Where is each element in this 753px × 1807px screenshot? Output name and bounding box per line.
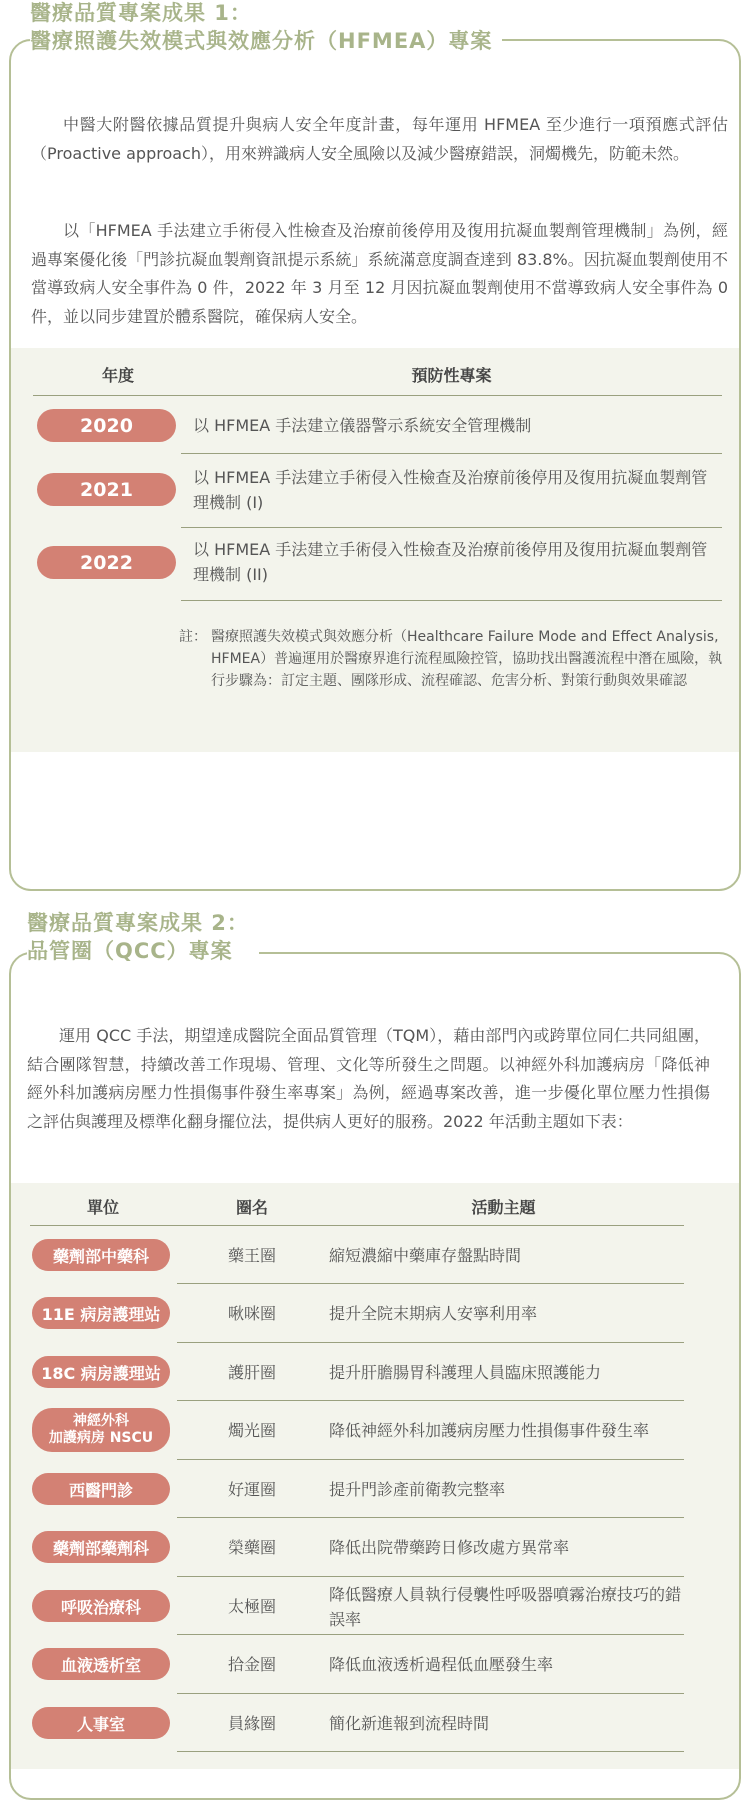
table2-circle-cell: 榮藥圈 <box>227 1538 276 1557</box>
table1-project-cell: 以 HFMEA 手法建立儀器警示系統安全管理機制 <box>193 416 532 435</box>
table2-unit-pill: 呼吸治療科 <box>32 1590 170 1622</box>
table2-row-rule <box>177 1517 684 1518</box>
table1-row-rule <box>181 453 722 454</box>
table2-unit-pill: 藥劑部藥劑科 <box>32 1531 170 1563</box>
table1-header-year: 年度 <box>101 366 134 385</box>
table2-unit-pill: 18C 病房護理站 <box>32 1356 170 1388</box>
section1-title-line2: 醫療照護失效模式與效應分析（HFMEA）專案 <box>30 29 493 53</box>
table1-row-rule <box>181 600 722 601</box>
table1-year-pill: 2020 <box>37 409 176 442</box>
table2-row-rule <box>177 1576 684 1577</box>
table2-unit-pill: 11E 病房護理站 <box>32 1297 170 1329</box>
table2-row-rule <box>177 1342 684 1343</box>
table2-row-rule <box>177 1634 684 1635</box>
table1-project-cell: 以 HFMEA 手法建立手術侵入性檢查及治療前後停用及復用抗凝血製劑管理機制 (I) <box>193 468 708 512</box>
table1-project-cell: 以 HFMEA 手法建立手術侵入性檢查及治療前後停用及復用抗凝血製劑管理機制 (II) <box>193 540 708 584</box>
table2-row-rule <box>177 1400 684 1401</box>
table2-header-topic: 活動主題 <box>471 1198 536 1217</box>
table2-circle-cell: 護肝圈 <box>227 1363 276 1382</box>
table2-topic-cell: 降低出院帶藥跨日修改處方異常率 <box>329 1538 570 1557</box>
table2-unit-pill: 藥劑部中藥科 <box>32 1239 170 1271</box>
section2-table-panel <box>11 1183 739 1769</box>
table2-circle-cell: 啾咪圈 <box>227 1304 276 1323</box>
table2-row-rule <box>177 1283 684 1284</box>
table2-unit-pill: 西醫門診 <box>32 1473 170 1505</box>
table2-header-circle: 圈名 <box>235 1198 268 1217</box>
section2-title <box>27 909 259 965</box>
table1-header-rule <box>33 395 722 396</box>
section1-title <box>30 0 502 55</box>
table2-header-rule <box>30 1225 684 1226</box>
table2-circle-cell: 員緣圈 <box>227 1714 276 1733</box>
section1-paragraph2: 以「HFMEA 手法建立手術侵入性檢查及治療前後停用及復用抗凝血製劑管理機制」為例，經過專案優化後「門診抗凝血製劑資訊提示系統」系統滿意度調查達到 83.8%。因抗凝血製劑使用不當導致病人安全事件為 0 件，2022 年 3 月至 12 月因抗凝血製劑使用不當導致病人安全事件為 0 件，並以同步建置於體系醫院，確保病人安全。 <box>31 221 728 326</box>
table2-topic-cell: 降低血液透析過程低血壓發生率 <box>329 1655 554 1674</box>
note-label: 註： <box>179 629 207 645</box>
unit-line1: 神經外科 <box>73 1413 129 1429</box>
table2-unit-pill: 人事室 <box>32 1707 170 1739</box>
table2-topic-cell: 降低醫療人員執行侵襲性呼吸器噴霧治療技巧的錯誤率 <box>329 1585 682 1629</box>
table2-topic-cell: 提升全院末期病人安寧利用率 <box>329 1304 538 1323</box>
table2-circle-cell: 拾金圈 <box>227 1655 276 1674</box>
table2-unit-pill: 血液透析室 <box>32 1648 170 1680</box>
note-text: 醫療照護失效模式與效應分析（Healthcare Failure Mode and Effect Analysis, HFMEA）普遍運用於醫療界進行流程風險控管，協助找出醫護流程中潛在風險，執行步驟為：訂定主題、團隊形成、流程確認、危害分析、對策行動與效果確認 <box>211 629 723 689</box>
unit-line2: 加護病房 NSCU <box>48 1430 154 1446</box>
table2-row-rule <box>177 1459 684 1460</box>
table2-topic-cell: 縮短濃縮中藥庫存盤點時間 <box>329 1246 522 1265</box>
section2-paragraph1: 運用 QCC 手法，期望達成醫院全面品質管理（TQM），藉由部門內或跨單位同仁共同組團，結合團隊智慧，持續改善工作現場、管理、文化等所發生之問題。以神經外科加護病房「降低神經外科加護病房壓力性損傷事件發生率專案」為例，經過專案改善，進一步優化單位壓力性損傷之評估與護理及標準化翻身擺位法，提供病人更好的服務。2022 年活動主題如下表： <box>27 1026 710 1131</box>
table2-circle-cell: 燭光圈 <box>227 1421 276 1440</box>
section2-title-line2: 品管圈（QCC）專案 <box>27 939 233 963</box>
section1-title-line1: 醫療品質專案成果 1： <box>30 1 252 25</box>
table1-year-pill: 2021 <box>37 473 176 506</box>
table2-header-unit: 單位 <box>86 1198 119 1217</box>
table1-header-project: 預防性專案 <box>411 366 492 385</box>
table2-circle-cell: 藥王圈 <box>227 1246 276 1265</box>
section1-table-panel <box>11 348 739 752</box>
table2-topic-cell: 簡化新進報到流程時間 <box>329 1714 490 1733</box>
table2-topic-cell: 降低神經外科加護病房壓力性損傷事件發生率 <box>329 1421 650 1440</box>
table2-circle-cell: 太極圈 <box>227 1597 276 1616</box>
table1-note <box>179 626 727 718</box>
table2-topic-cell: 提升肝膽腸胃科護理人員臨床照護能力 <box>329 1363 602 1382</box>
table2-circle-cell: 好運圈 <box>227 1480 276 1499</box>
table1-year-pill: 2022 <box>37 546 176 579</box>
section1-paragraph1: 中醫大附醫依據品質提升與病人安全年度計畫，每年運用 HFMEA 至少進行一項預應式評估（Proactive approach），用來辨識病人安全風險以及減少醫療錯誤，洞燭機先，防範未然。 <box>31 115 728 163</box>
table2-row-rule <box>177 1693 684 1694</box>
table2-topic-cell: 提升門診產前衛教完整率 <box>329 1480 506 1499</box>
table1-row-rule <box>181 527 722 528</box>
table2-unit-pill-two-line <box>32 1408 170 1452</box>
section2-title-line1: 醫療品質專案成果 2： <box>27 911 249 935</box>
table2-row-rule <box>177 1751 684 1752</box>
